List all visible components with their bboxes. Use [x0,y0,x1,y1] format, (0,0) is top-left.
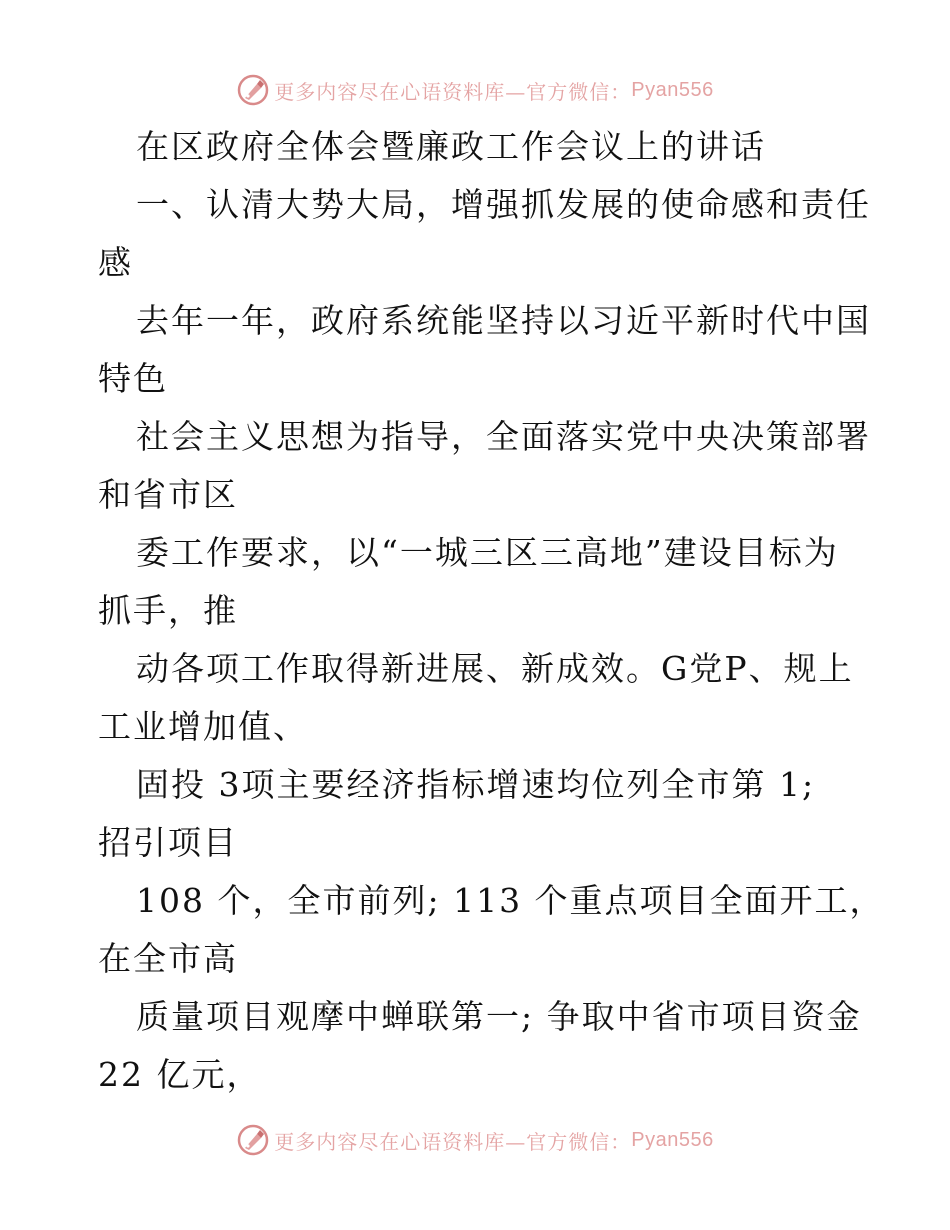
text-line: 一、认清大势大局，增强抓发展的使命感和责任 [136,185,871,224]
text-line: 固投 3项主要经济指标增速均位列全市第 1; [136,765,816,804]
text-line: 和省市区 [98,475,238,514]
text-line: 特色 [98,359,168,398]
text-line: 工业增加值、 [98,707,308,746]
text-line: 在全市高 [98,939,238,978]
pen-logo-icon [236,73,270,107]
watermark-wechat-id: Pyan556 [631,1128,714,1151]
header-watermark [0,70,950,110]
text-line: 去年一年，政府系统能坚持以习近平新时代中国 [136,301,871,340]
watermark-text: 更多内容尽在心语资料库—官方微信： [274,1129,632,1154]
footer-watermark [0,1120,950,1160]
text-line: 社会主义思想为指导，全面落实党中央决策部署 [136,417,871,456]
pen-logo-icon [236,1123,270,1157]
watermark-text: 更多内容尽在心语资料库—官方微信： [274,79,632,104]
document-title: 在区政府全体会暨廉政工作会议上的讲话 [136,127,766,166]
text-line: 招引项目 [98,823,238,862]
text-line: 委工作要求，以“一城三区三高地”建设目标为 [136,533,839,572]
text-line: 动各项工作取得新进展、新成效。G党P、规上 [136,649,854,688]
text-line: 感 [98,243,133,282]
text-line: 108 个，全市前列; 113 个重点项目全面开工， [136,881,885,920]
text-line: 质量项目观摩中蝉联第一; 争取中省市项目资金 [136,997,862,1036]
watermark-wechat-id: Pyan556 [631,78,714,101]
text-line: 22 亿元， [98,1055,262,1094]
text-line: 抓手，推 [98,591,238,630]
document-body [98,118,885,1104]
